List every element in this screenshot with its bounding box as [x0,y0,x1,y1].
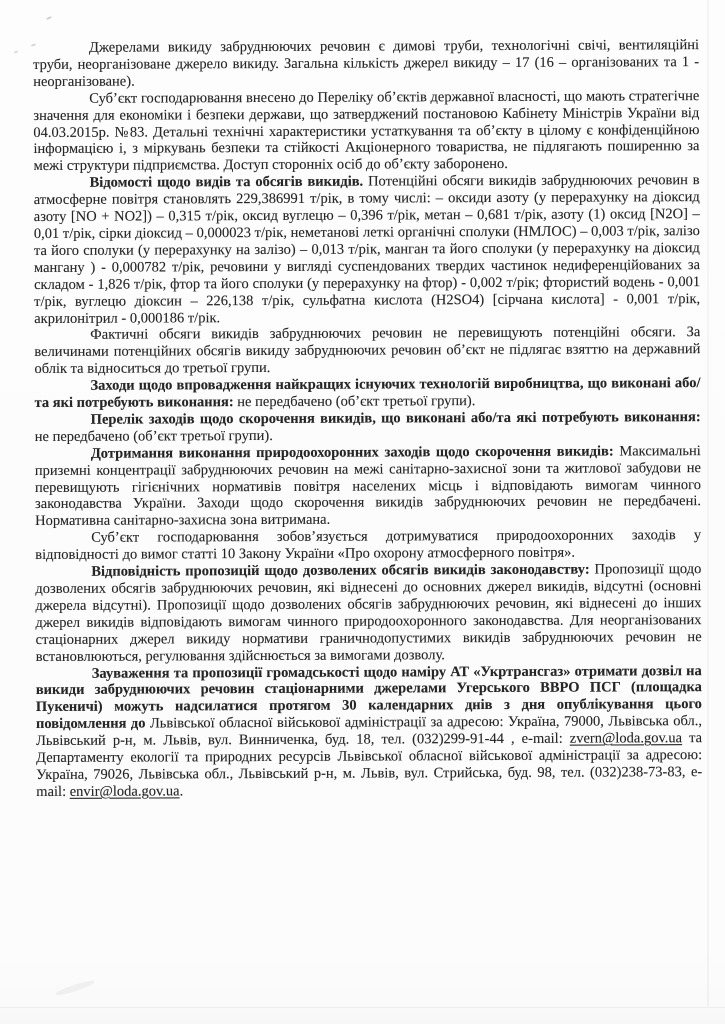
email-link-envir[interactable]: envir@loda.gov.ua [69,783,180,800]
paragraph-lead: Зауваження та пропозиції громадськості щодо наміру АТ «Укртрансгаз» отримати дозвіл на викиди забруднюючих речовин стаціонарними джерелами Угерського ВВРО ПСГ (площадка Пукеничі) можуть надсилатися протягом 30 календарних днів з дня опублікування цього повідомлення до [35,662,702,733]
paragraph-reduction-measures-list [35,409,701,446]
paragraph-text: та Департаменту екології та природних ресурсів Львівської обласної військової адміністрації за адресою: Україна, 79026, Львівська обл., Львівський р-н, м. Львів, вул. Стрийська, буд. 98, тел. (032)238-73-83, e-mail: [36,730,703,800]
paragraph-text: Джерелами викиду забруднюючих речовин є димові труби, технологічні свічі, вентиляційні труби, неорганізоване джерело викиду. Загальна кількість джерел викиду – 17 (16 – організованих та 1 - неорганізоване). [33,37,700,90]
paragraph-text: не передбачено (об’єкт третьої групи). [34,427,273,445]
paragraph-emission-volumes [34,172,701,327]
paragraph-actual-volumes [34,324,700,378]
paragraph-text: Пропозиції щодо дозволених обсягів забруднюючих речовин, які віднесені до основних джерел викидів, відсутні (основні джерела відсутні). Пропозиції щодо дозволених обсягів забруднюючих речовин, які віднесені до інших джерел викидів відповідають вимогам чинного природоохоронного законодавства. Для неорганізованих стаціонарних джерел викиду нормативи граничнодопустимих викидів забруднюючих речовин не встановлюються, регулювання здійснюється за вимогами дозволу. [35,561,702,665]
paragraph-lead: Заходи щодо впровадження найкращих існуючих технологій виробництва, що виконані або/та які потребують виконання: [34,375,701,412]
scan-smudge [55,979,95,997]
paragraph-state-property [33,88,699,175]
scan-speck [14,51,18,54]
paragraph-text: Потенційні обсяги викидів забруднюючих речовин в атмосферне повітря становлять 229,386991 т/рік, в тому числі: – оксиди азоту (у перерахунку на діоксид азоту [NO + NO2]) – 0,315 т/рік, оксид вуглецю – 0,396 т/рік, метан – 0,681 т/рік, азоту (1) оксид [N2O] – 0,01 т/рік, сірки діоксид – 0,000023 т/рік, неметанові леткі органічні сполуки (НМЛОС) – 0,003 т/рік, залізо та його сполуки (у перерахунку на залізо) – 0,013 т/рік, манган та його сполуки (у перерахунку на діоксид мангану ) - 0,000782 т/рік, речовини у вигляді суспендованих твердих частинок недиференційованих за складом - 1,826 т/рік, фтор та його сполуки (у перерахунку на фтор) - 0,002 т/рік; фтористий водень - 0,001 т/рік, вуглецю діоксин – 226,138 т/рік, сульфатна кислота (H2SO4) [сірчана кислота] - 0,001 т/рік, акрилонітрил - 0,000186 т/рік. [33,172,701,327]
paragraph-lead: Відомості щодо видів та обсягів викидів. [89,173,364,192]
paragraph-law-commitment [35,527,701,564]
paragraph-lead: Дотримання виконання природоохоронних заходів щодо скорочення викидів: [90,443,614,462]
paragraph-lead: Перелік заходів щодо скорочення викидів, що виконані або/та які потребують виконання: [90,409,701,428]
paragraph-text: . [179,783,184,800]
paragraph-compliance-measures [35,443,701,530]
email-link-zvern[interactable]: zvern@loda.gov.ua [569,730,683,747]
scan-speck [46,16,52,20]
paragraph-text: не передбачено (об’єкт третьої групи). [233,393,476,411]
paragraph-text: Суб’єкт господарювання внесено до Переліку об’єктів державної власності, що мають стратегічне значення для економіки і безпеки держави, що затверджений постановою Кабінету Міністрів України від 04.03.2015р. №83. Детальні технічні характеристики устаткування та об’єкту в цілому є конфіденційною інформацією і, з міркувань безпеки та стійкості Акціонерного товариства, не підлягають поширенню за межі структури підприємства. Доступ сторонніх осіб до об’єкту заборонено. [33,87,700,175]
paragraph-text: Суб’єкт господарювання зобов’язується дотримуватися природоохоронних заходів у відповідності до вимог статті 10 Закону України «Про охорону атмосферного повітря». [35,527,702,564]
scan-edge-line [0,1007,725,1008]
paragraph-text: Фактичні обсяги викидів забруднюючих речовин не перевищують потенційні обсяги. За величинами потенційних обсягів викиду забруднюючих речовин об’єкт не підлягає взяттю на державний облік та відноситься до третьої групи. [34,324,701,378]
paragraph-lead: Відповідність пропозицій щодо дозволених обсягів викидів законодавству: [91,561,590,580]
paragraph-proposals-compliance [35,561,701,665]
paragraph-text: Львівської обласної військової адміністрації за адресою: Україна, 79000, Львівська обл., Львівський р-н, м. Львів, вул. Винниченка, буд. 18, тел. (032)299-91-44 , e-mail: [36,713,703,750]
paragraph-text: Максимальні приземні концентрації забруднюючих речовин на межі санітарно-захисної зони та житлової забудови не перевищують гігієнічних нормативів повітря населених місць і відповідають вимогам чинного законодавства України. Заходи щодо скорочення викидів забруднюючих речовин не передбачені. Нормативна санітарно-захисна зона витримана. [34,442,702,530]
scan-edge-line [707,0,709,1006]
paragraph-public-comments [36,663,703,801]
paragraph-best-technologies [34,375,700,412]
paragraph-emission-sources [33,37,699,91]
document-body [33,37,702,801]
